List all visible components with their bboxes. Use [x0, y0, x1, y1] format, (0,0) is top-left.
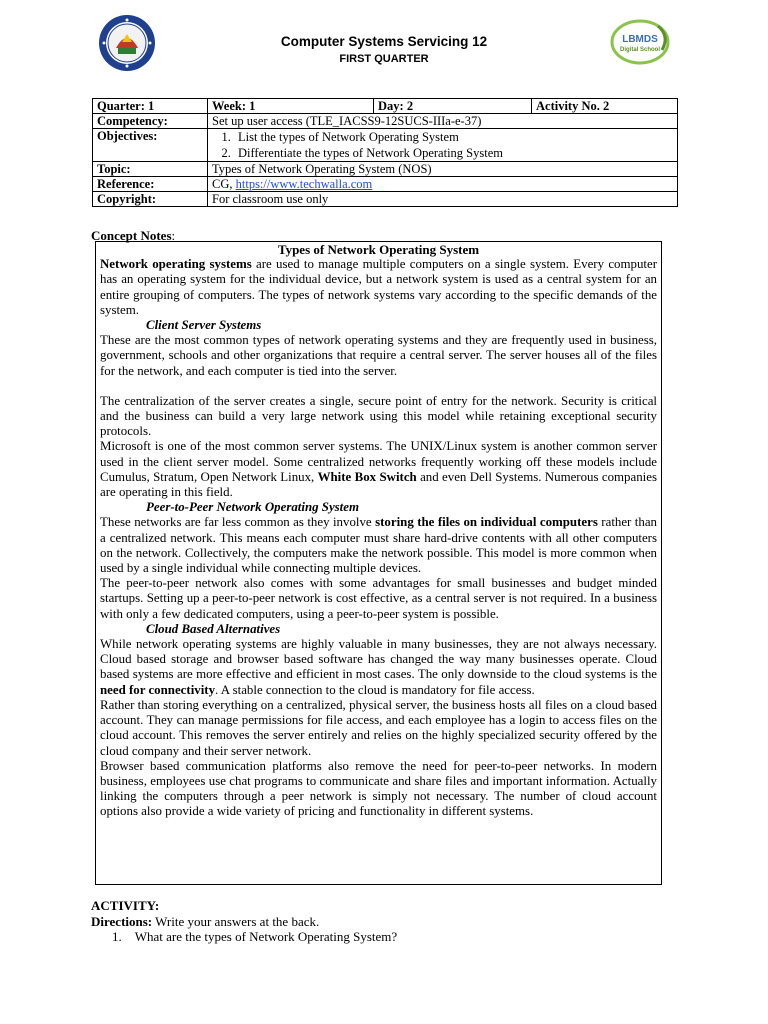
concept-notes-label-text: Concept Notes: [91, 228, 172, 243]
bold-term: Network operating systems: [100, 257, 252, 272]
paragraph-text: While network operating systems are highly valuable in many businesses, they are not always necessary. Cloud based storage and browser based software has changed the way many businesses operate. Cloud based systems are more effective and efficient in most cases. The only downside to the cloud systems is the: [100, 637, 657, 682]
subheading-client-server: Client Server Systems: [146, 318, 262, 333]
reference-prefix: CG,: [212, 177, 236, 191]
copyright-value: For classroom use only: [208, 192, 678, 207]
paragraph-text: and even Dell Systems. Numerous companies are operating in this field.: [100, 469, 657, 500]
concept-notes-colon: :: [171, 228, 176, 243]
paragraph-text: . A stable connection to the cloud is mandatory for file access.: [215, 682, 535, 697]
objective-item: 2. Differentiate the types of Network Operating System: [234, 145, 673, 161]
notes-paragraph: Rather than storing everything on a centralized, physical server, the business hosts all files on a cloud based account. They can manage permissions for file access, and each employee has a login to access files on the cloud account. This removes the server entirely and relies on the highly specialized security offered by the cloud company and their server network.: [100, 697, 657, 758]
document-header: [0, 0, 768, 90]
notes-paragraph: [100, 257, 657, 318]
notes-paragraph: These are the most common types of network operating systems and they are frequently used in business, government, schools and other organizations that require a central server. The server houses all of the files for the network, and each computer is tied into the server.: [100, 333, 657, 378]
copyright-label: Copyright:: [93, 192, 208, 207]
objectives-label: Objectives:: [93, 129, 208, 162]
paragraph-text: Microsoft is one of the most common server systems. The UNIX/Linux system is another common server used in the client server model. Some centralized networks frequently working off these models include Cumulus, Stratum, Open Network Linux,: [100, 439, 657, 484]
notes-paragraph: [100, 637, 657, 698]
objectives-list: [212, 129, 673, 161]
info-row-reference: [93, 177, 678, 192]
bold-term: White Box Switch: [317, 469, 417, 484]
logo-text-lbmds: LBMDS: [622, 34, 658, 45]
notes-heading: Types of Network Operating System: [277, 242, 480, 257]
question-text: What are the types of Network Operating System?: [134, 929, 398, 944]
paragraph-gap: [100, 379, 657, 394]
activity-number-cell: Activity No. 2: [532, 99, 678, 114]
logo-text-digital-school: Digital School: [619, 47, 661, 53]
info-row-header: [93, 99, 678, 114]
lbmds-school-logo: [610, 18, 672, 66]
activity-title: ACTIVITY:: [91, 898, 160, 913]
competency-value: Set up user access (TLE_IACSS9-12SUCS-IIIa-e-37): [208, 114, 678, 129]
paragraph-text: are used to manage multiple computers on a single system. Every computer has an operating system for the individual device, but a network system is used as a central system for an entire grouping of computers. The types of network systems vary according to the specific demands of the system.: [100, 257, 657, 317]
activity-question: [91, 929, 397, 945]
info-row-competency: [93, 114, 678, 129]
info-row-copyright: [93, 192, 678, 207]
quarter-cell: Quarter: 1: [93, 99, 208, 114]
paragraph-text: rather than a centralized network. This means each computer must share hard-drive contents with all other computers on the network. Collectively, the computers make the network possible. This model is more common when used by a single individual while connecting multiple devices.: [100, 515, 657, 576]
reference-link[interactable]: https://www.techwalla.com: [235, 177, 373, 191]
objectives-value: [208, 129, 678, 162]
subheading-cloud: Cloud Based Alternatives: [146, 621, 281, 636]
reference-label: Reference:: [93, 177, 208, 192]
week-cell: Week: 1: [208, 99, 374, 114]
lesson-info-table: [92, 98, 678, 207]
bold-term: storing the files on individual computers: [375, 515, 598, 530]
directions-label: Directions:: [91, 913, 153, 929]
topic-label: Topic:: [93, 162, 208, 177]
question-number: 1.: [112, 929, 122, 944]
info-row-objectives: [93, 129, 678, 162]
directions-text: Write your answers at the back.: [152, 913, 320, 929]
reference-value: [208, 177, 678, 192]
subheading-peer-to-peer: Peer-to-Peer Network Operating System: [146, 500, 360, 515]
concept-notes-box: [95, 241, 662, 885]
day-cell: Day: 2: [374, 99, 532, 114]
notes-paragraph: The peer-to-peer network also comes with some advantages for small businesses and budget minded startups. Setting up a peer-to-peer network is cost effective, as a central server is not required. In a business with only a few dedicated computers, using a peer-to-peer system is possible.: [100, 576, 657, 621]
notes-paragraph: The centralization of the server creates a single, secure point of entry for the network. Security is critical and the business can build a very large network using this model while retaining exceptional security protocols.: [100, 393, 657, 439]
activity-directions: [91, 914, 397, 930]
bold-term: need for connectivity: [100, 682, 216, 697]
info-row-topic: [93, 162, 678, 177]
activity-section: [91, 898, 397, 945]
objective-item: 1. List the types of Network Operating System: [234, 129, 673, 145]
paragraph-text: These networks are far less common as they involve: [100, 515, 376, 530]
document-title: Computer Systems Servicing 12: [280, 34, 488, 49]
notes-paragraph: [100, 439, 657, 500]
document-subtitle: FIRST QUARTER: [339, 53, 429, 65]
notes-paragraph: [100, 515, 657, 576]
notes-paragraph: Browser based communication platforms also remove the need for peer-to-peer networks. In modern business, employees use chat programs to communicate and share files and important information. Actually linking the computers through a peer network is simply not necessary. The number of cloud account options also provide a wide variety of pricing and functionality in different systems.: [100, 758, 657, 819]
competency-label: Competency:: [93, 114, 208, 129]
topic-value: Types of Network Operating System (NOS): [208, 162, 678, 177]
